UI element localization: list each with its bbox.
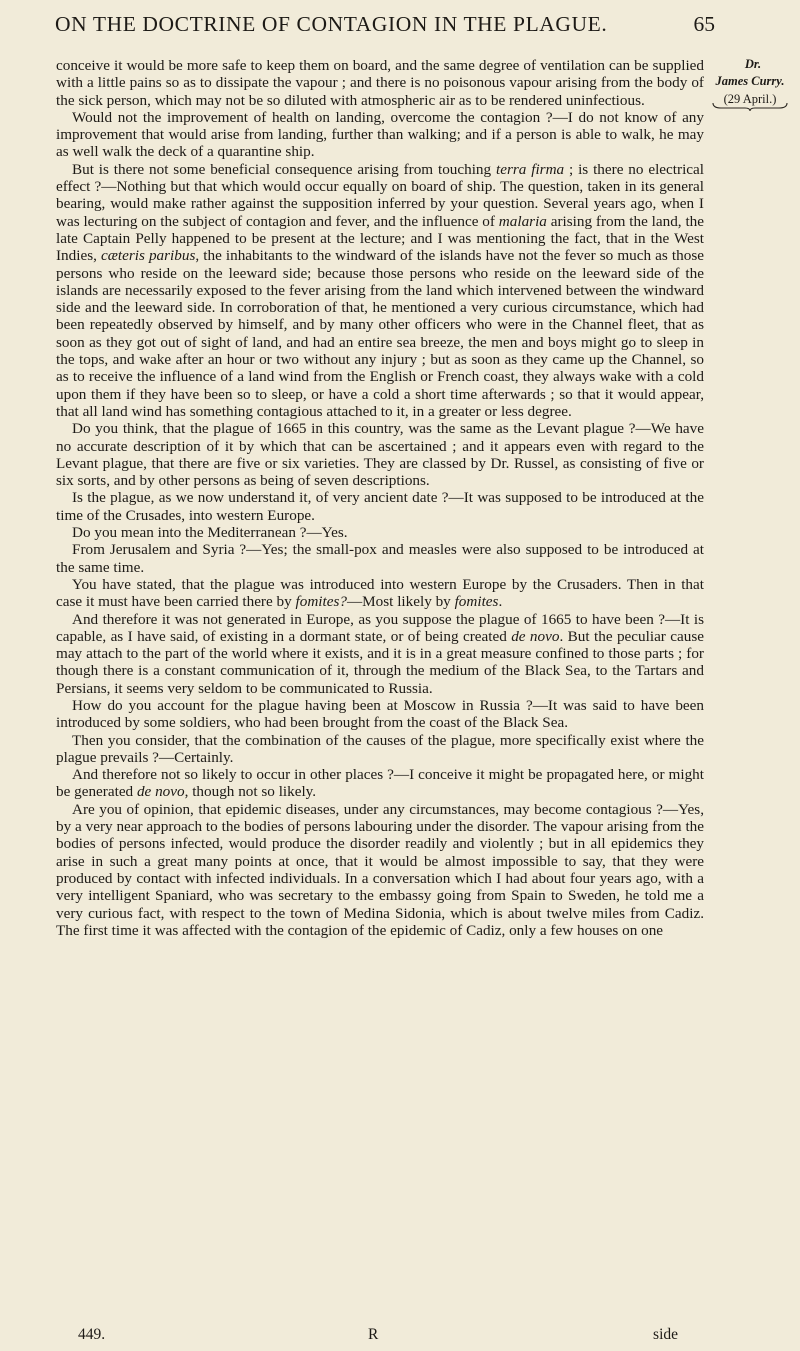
text-run: arising from the land, the late Captain Pelly happened to be present at the lecture; and I was mentioning the fact, that in the West Indies, xyxy=(56,212,705,265)
text-run: Then you consider, that the combination of the causes of the plague, more specifically exist where the plague prevails ?—Certainly. xyxy=(56,731,704,766)
margin-note-title: Dr. xyxy=(744,57,762,71)
paragraph xyxy=(56,57,704,109)
italic-text: cæteris paribus xyxy=(101,247,196,265)
paragraph xyxy=(56,420,704,489)
italic-text: de novo xyxy=(511,627,560,645)
paragraph xyxy=(56,489,704,524)
paragraph xyxy=(56,732,704,767)
text-run: . But the peculiar cause may attach to the part of the world where it exists, and it is in a great measure confined to those parts ; for though there is a constant communication of it, through the medium of the Black Sea, to the Tartars and Persians, it seems very seldom to be communicated to Russia. xyxy=(56,627,704,697)
text-run: Do you mean into the Mediterranean ?—Yes. xyxy=(72,524,348,542)
text-run: And therefore not so likely to occur in other places ?—I conceive it might be propagated here, or might be generated xyxy=(56,766,704,801)
running-title: ON THE DOCTRINE OF CONTAGION IN THE PLAGUE. xyxy=(55,12,608,36)
paragraph xyxy=(56,576,704,611)
text-run: From Jerusalem and Syria ?—Yes; the small-pox and measles were also supposed to be introduced at the same time. xyxy=(56,541,704,576)
text-run: conceive it would be more safe to keep them on board, and the same degree of ventilation can be supplied with a little pains so as to dissipate the vapour ; and there is no poisonous vapour arising from the body of the sick person, which may not be so diluted with atmospheric air as to be rendered uninfectious. xyxy=(56,57,704,109)
text-run: . xyxy=(498,593,503,611)
italic-text: fomites? xyxy=(295,593,347,611)
text-run: ; is there no electrical effect ?—Nothing but that which would occur equally on board of ship. The question, taken in its general bearing, would make rather against the supposition inferred by your question. Several years ago, when I was lecturing on the subject of contagion and fever, and the influence of xyxy=(56,160,704,230)
text-run: But is there not some beneficial consequence arising from touching xyxy=(72,160,496,178)
paragraph xyxy=(56,161,704,420)
paragraph xyxy=(56,801,704,939)
italic-text: malaria xyxy=(498,212,547,230)
italic-text: terra firma xyxy=(495,160,565,178)
paragraph xyxy=(56,541,704,576)
paragraph xyxy=(56,766,704,801)
paragraph xyxy=(56,109,704,161)
text-run: Are you of opinion, that epidemic diseases, under any circumstances, may become contagious ?—Yes, by a very near approach to the bodies of persons labouring under the disorder. The vapour arising from the bodies of persons infected, would produce the disorder readily and violently ; but in all epidemics they arise in such a great many points at once, that it would be almost impossible to say, that they were produced by contact with infected individuals. In a conversation which I had about four years ago, with a very intelligent Spaniard, who was secretary to the embassy going from Spain to Sweden, he told me a very curious fact, with respect to the town of Medina Sidonia, which is about twelve miles from Cadiz. The first time it was affected with the contagion of the epidemic of Cadiz, only a few houses on one xyxy=(56,800,704,939)
margin-note xyxy=(700,56,800,112)
text-run: , the inhabitants to the windward of the islands have not the fever so much as those persons who reside on the leeward side; because those persons who reside on the leeward side of the islands are necessarily exposed to the fever arising from the land which intervened between the windward side and the leeward side. In corroboration of that, he mentioned a very curious circumstance, which had been repeatedly observed by himself, and by many other officers who were in the Channel fleet, that as soon as they got out of sight of land, and had an entire sea breeze, the men and boys might go to sleep in the tops, and wake after an hour or two without any injury ; but as soon as they came up the Channel, so as to receive the influence of a land wind from the English or French coast, they always wake with a cold upon them if they have been so to sleep, or have a cold a short time afterwards ; so that it would appear, that all land wind has something contagious attached to it, in a greater or less degree. xyxy=(56,247,704,420)
margin-note-witness: James Curry. xyxy=(715,74,785,88)
text-run: Is the plague, as we now understand it, of very ancient date ?—It was supposed to be introduced at the time of the Crusades, into western Europe. xyxy=(56,489,704,524)
paragraph xyxy=(56,611,704,697)
text-run: You have stated, that the plague was introduced into western Europe by the Crusaders. Then in that case it must have been carried there by xyxy=(56,575,704,611)
text-run: And therefore it was not generated in Europe, as you suppose the plague of 1665 to have been ?—It is capable, as I have said, of existing in a dormant state, or of being created xyxy=(56,610,704,645)
page-number: 65 xyxy=(693,12,715,36)
page-footer xyxy=(78,1326,678,1346)
signature-number: 449. xyxy=(78,1326,106,1343)
paragraph xyxy=(56,697,704,732)
margin-note-date: (29 April.) xyxy=(723,92,777,106)
running-head xyxy=(55,12,715,52)
text-run: Do you think, that the plague of 1665 in this country, was the same as the Levant plague ?—We have no accurate description of it by which that can be ascertained ; and it appears even with regard to the Levant plague, that there are five or six varieties. They are classed by Dr. Russel, as consisting of five or six sorts, and by other persons as being of seven descriptions. xyxy=(56,420,704,490)
italic-text: fomites xyxy=(454,593,499,611)
italic-text: de novo xyxy=(136,783,185,801)
catchword: side xyxy=(653,1326,678,1343)
paragraph xyxy=(56,524,704,541)
text-run: How do you account for the plague having been at Moscow in Russia ?—It was said to have been introduced by some soldiers, who had been brought from the coast of the Black Sea. xyxy=(56,696,704,732)
text-run: , though not so likely. xyxy=(184,783,317,801)
signature-mark: R xyxy=(368,1326,379,1343)
text-run: —Most likely by xyxy=(346,593,455,611)
text-run: Would not the improvement of health on landing, overcome the contagion ?—I do not know of any improvement that would arise from landing, further than walking; and if a person is able to walk, he may as well walk the deck of a quarantine ship. xyxy=(56,108,704,161)
body-text xyxy=(56,57,704,939)
